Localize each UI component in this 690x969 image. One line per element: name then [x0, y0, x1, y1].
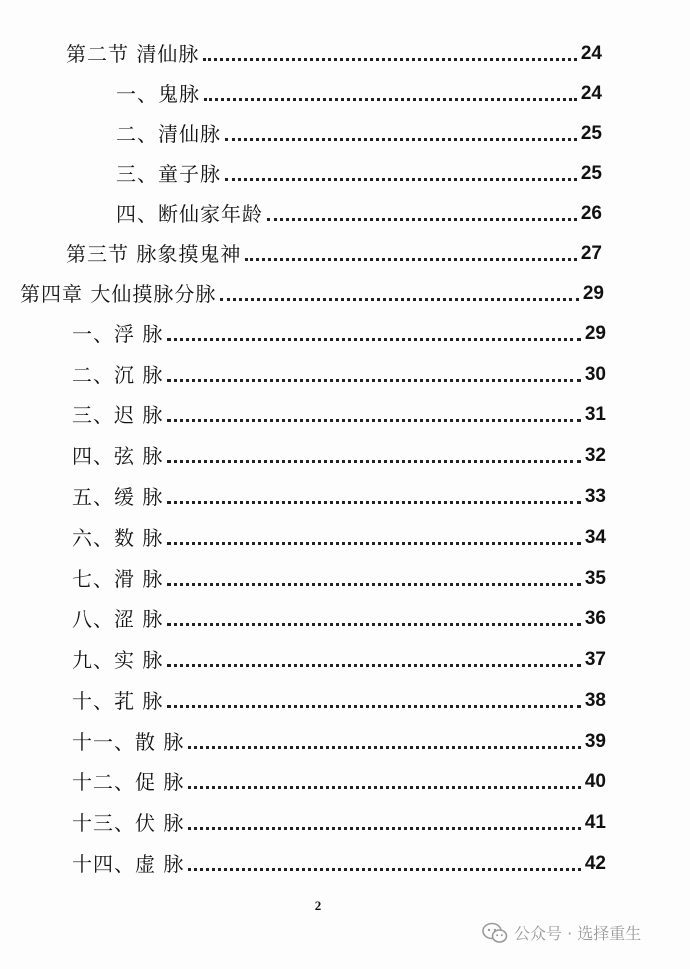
toc-entry-chen-mai [72, 357, 606, 387]
watermark [482, 921, 641, 944]
toc-entry-section-3 [66, 236, 602, 266]
dot-leader [167, 583, 581, 586]
dot-leader [167, 338, 581, 341]
toc-entry-label: 八、涩 脉 [72, 607, 164, 631]
toc-entry-qingxian-mai [116, 116, 602, 146]
dot-leader [203, 58, 577, 61]
toc-entry-page: 36 [584, 608, 606, 629]
dot-leader [167, 379, 581, 382]
toc-entry-gui-mai [116, 76, 602, 106]
toc-entry-page: 41 [584, 812, 606, 833]
toc-entry-label: 四、弦 脉 [72, 444, 164, 468]
toc-entry-hua-mai [72, 561, 606, 591]
toc-entry-label: 五、缓 脉 [72, 485, 164, 509]
dot-leader [167, 705, 581, 708]
toc-entry-fu-mai [72, 316, 606, 346]
toc-entry-page: 31 [584, 404, 606, 425]
toc-entry-page: 29 [584, 323, 606, 344]
toc-entry-page: 24 [580, 43, 602, 64]
toc-entry-label: 二、沉 脉 [72, 363, 164, 387]
dot-leader [225, 138, 577, 141]
toc-entry-label: 一、浮 脉 [72, 322, 164, 346]
toc-entry-cu-mai [72, 764, 606, 794]
toc-entry-label: 第四章 大仙摸脉分脉 [20, 282, 217, 306]
toc-entry-label: 四、断仙家年龄 [116, 202, 263, 226]
toc-entry-label: 十三、伏 脉 [72, 811, 185, 835]
toc-entry-label: 十、芤 脉 [72, 689, 164, 713]
toc-entry-label: 十一、散 脉 [72, 730, 185, 754]
toc-entry-san-mai [72, 724, 606, 754]
toc-entry-page: 24 [580, 83, 602, 104]
toc-entry-label: 十二、促 脉 [72, 770, 185, 794]
toc-entry-page: 30 [584, 364, 606, 385]
toc-entry-page: 40 [584, 771, 606, 792]
toc-entry-xianjia-age [116, 196, 602, 226]
toc-entry-se-mai [72, 601, 606, 631]
toc-entry-label: 第三节 脉象摸鬼神 [66, 242, 242, 266]
dot-leader [188, 868, 581, 871]
dot-leader [188, 746, 581, 749]
toc-entry-label: 二、清仙脉 [116, 122, 221, 146]
dot-leader [188, 786, 581, 789]
dot-leader [167, 623, 581, 626]
toc-entry-page: 34 [584, 527, 606, 548]
page-number: 2 [314, 898, 322, 913]
toc-entry-label: 三、童子脉 [116, 162, 221, 186]
toc-entry-page: 26 [580, 203, 602, 224]
toc-entry-kou-mai [72, 683, 606, 713]
dot-leader [188, 827, 581, 830]
toc-entry-xian-mai [72, 438, 606, 468]
toc-entry-tongzi-mai [116, 156, 602, 186]
toc-entry-page: 25 [580, 163, 602, 184]
dot-leader [204, 98, 577, 101]
dot-leader [220, 298, 579, 301]
toc-entry-page: 38 [584, 690, 606, 711]
dot-leader [167, 664, 581, 667]
toc-entry-label: 第二节 清仙脉 [66, 42, 200, 66]
toc-entry-shi-mai [72, 642, 606, 672]
toc-entry-shuo-mai [72, 520, 606, 550]
dot-leader [225, 178, 577, 181]
dot-leader [167, 542, 581, 545]
toc-entry-section-2 [66, 36, 602, 66]
toc-entry-huan-mai [72, 479, 606, 509]
dot-leader [167, 460, 581, 463]
toc-entry-xu-mai [72, 846, 606, 876]
dot-leader [167, 501, 581, 504]
toc-entry-chapter-4 [20, 276, 604, 306]
wechat-icon [482, 922, 508, 944]
toc-entry-page: 39 [584, 731, 606, 752]
toc-entry-page: 42 [584, 853, 606, 874]
toc-entry-label: 九、实 脉 [72, 648, 164, 672]
toc-entry-chi-mai [72, 397, 606, 427]
toc-entry-label: 七、滑 脉 [72, 567, 164, 591]
toc-entry-label: 三、迟 脉 [72, 403, 164, 427]
dot-leader [167, 419, 581, 422]
watermark-text: 公众号 · 选择重生 [514, 924, 642, 943]
toc-entry-fu2-mai [72, 805, 606, 835]
toc-entry-label: 六、数 脉 [72, 526, 164, 550]
toc-entry-page: 35 [584, 568, 606, 589]
toc-entry-page: 32 [584, 445, 606, 466]
toc-entry-page: 25 [580, 123, 602, 144]
toc-entry-label: 十四、虚 脉 [72, 852, 185, 876]
toc-entry-page: 33 [584, 486, 606, 507]
toc-entry-label: 一、鬼脉 [116, 82, 200, 106]
toc-entry-page: 27 [580, 243, 602, 264]
toc-entry-page: 29 [582, 283, 604, 304]
dot-leader [267, 218, 577, 221]
toc-entry-page: 37 [584, 649, 606, 670]
dot-leader [245, 258, 577, 261]
